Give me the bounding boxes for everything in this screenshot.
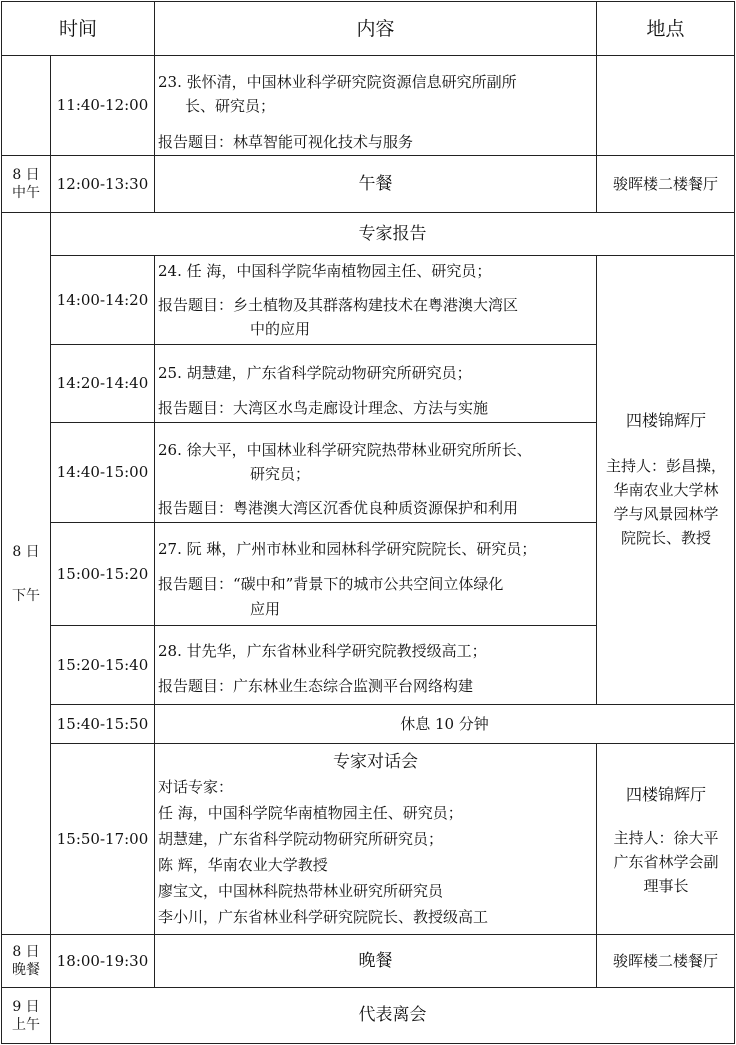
dialogue-host-2: 广东省林学会副 bbox=[613, 853, 719, 871]
r27-speaker: 27. 阮 琳，广州市林业和园林科学研究院院长、研究员； bbox=[158, 540, 537, 558]
time-lunch: 12:00-13:30 bbox=[56, 174, 149, 193]
day-lunch bbox=[2, 156, 50, 212]
dialogue-expert: 陈 辉，华南农业大学教授 bbox=[158, 856, 328, 874]
rule bbox=[50, 255, 735, 256]
day-dinner-a: 8 日 bbox=[12, 944, 40, 960]
dialogue-hall: 四楼锦辉厅 bbox=[625, 785, 706, 804]
day-dinner bbox=[2, 935, 50, 987]
r23-topic: 报告题目：林草智能可视化技术与服务 bbox=[158, 133, 414, 151]
r24-topic-cont: 中的应用 bbox=[250, 320, 311, 338]
depart-content: 代表离会 bbox=[358, 1005, 427, 1025]
rule bbox=[50, 55, 51, 1044]
dialogue-host-1: 主持人：徐大平 bbox=[613, 829, 719, 847]
day-afternoon-a: 8 日 bbox=[12, 543, 40, 560]
r24-speaker: 24. 任 海，中国科学院华南植物园主任、研究员； bbox=[158, 262, 492, 280]
r23-speaker: 23. 张怀清，中国林业科学研究院资源信息研究所副所 bbox=[158, 73, 517, 91]
dialogue-title: 专家对话会 bbox=[333, 751, 418, 772]
dialogue-intro: 对话专家： bbox=[158, 778, 234, 796]
day-afternoon bbox=[2, 213, 50, 934]
time-r23: 11:40-12:00 bbox=[56, 95, 149, 114]
r25-topic: 报告题目：大湾区水鸟走廊设计理念、方法与实施 bbox=[158, 399, 489, 417]
r23-speaker-cont: 长、研究员； bbox=[185, 97, 276, 115]
dinner-content: 晚餐 bbox=[358, 950, 393, 971]
rule bbox=[50, 344, 596, 345]
day-depart-a: 9 日 bbox=[12, 998, 40, 1015]
rule bbox=[50, 743, 735, 744]
session1-host-4: 院院长、教授 bbox=[620, 529, 711, 547]
rule bbox=[596, 255, 597, 705]
session1-host-3: 学与风景园林学 bbox=[613, 505, 719, 523]
session1-host-1: 主持人：彭昌操， bbox=[605, 457, 726, 475]
rule bbox=[50, 625, 596, 626]
rule bbox=[154, 255, 155, 935]
rule bbox=[1, 987, 735, 988]
rule bbox=[154, 1, 155, 213]
r28-topic: 报告题目：广东林业生态综合监测平台网络构建 bbox=[158, 677, 474, 695]
dialogue-expert: 廖宝文，中国林科院热带林业研究所研究员 bbox=[158, 882, 444, 900]
time-r26: 14:40-15:00 bbox=[56, 463, 149, 481]
rule bbox=[1, 155, 735, 156]
rule bbox=[596, 743, 597, 988]
header-venue: 地点 bbox=[646, 17, 685, 40]
r28-speaker: 28. 甘先华，广东省林业科学研究院教授级高工； bbox=[158, 642, 487, 660]
time-r28: 15:20-15:40 bbox=[56, 655, 149, 674]
dialogue-host-3: 理事长 bbox=[643, 877, 689, 895]
rule bbox=[596, 1, 597, 213]
day-afternoon-b: 下午 bbox=[12, 587, 40, 604]
time-break: 15:40-15:50 bbox=[56, 714, 149, 733]
time-r27: 15:00-15:20 bbox=[56, 564, 149, 583]
r24-topic: 报告题目：乡土植物及其群落构建技术在粤港澳大湾区 bbox=[158, 296, 519, 314]
rule bbox=[1, 1043, 735, 1044]
rule bbox=[50, 704, 735, 705]
time-dialogue: 15:50-17:00 bbox=[56, 829, 149, 848]
rule bbox=[734, 1, 735, 1044]
day-lunch-b: 中午 bbox=[12, 185, 40, 201]
rule bbox=[1, 55, 735, 56]
dinner-venue: 骏晖楼二楼餐厅 bbox=[612, 951, 718, 970]
dialogue-expert: 胡慧建，广东省科学院动物研究所研究员； bbox=[158, 830, 444, 848]
header-time: 时间 bbox=[58, 17, 97, 40]
rule bbox=[154, 934, 155, 988]
session1-host-2: 华南农业大学林 bbox=[613, 481, 719, 499]
time-r24: 14:00-14:20 bbox=[56, 290, 149, 309]
r26-speaker-cont: 研究员； bbox=[250, 465, 311, 483]
rule bbox=[1, 212, 735, 213]
header-content: 内容 bbox=[356, 17, 395, 40]
rule bbox=[1, 1, 735, 2]
r26-speaker: 26. 徐大平，中国林业科学研究院热带林业研究所所长、 bbox=[158, 441, 532, 459]
time-dinner: 18:00-19:30 bbox=[56, 951, 149, 970]
r27-topic: 报告题目：“碳中和”背景下的城市公共空间立体绿化 bbox=[158, 575, 504, 593]
r26-topic: 报告题目：粤港澳大湾区沉香优良种质资源保护和利用 bbox=[158, 499, 519, 517]
r27-topic-cont: 应用 bbox=[250, 600, 281, 618]
r25-speaker: 25. 胡慧建，广东省科学院动物研究所研究员； bbox=[158, 364, 472, 382]
lunch-venue: 骏晖楼二楼餐厅 bbox=[612, 174, 718, 193]
rule bbox=[50, 522, 596, 523]
day-depart-b: 上午 bbox=[12, 1016, 40, 1033]
expert-reports-heading: 专家报告 bbox=[358, 223, 427, 244]
rule bbox=[1, 934, 735, 935]
day-lunch-a: 8 日 bbox=[12, 167, 40, 183]
dialogue-expert: 李小川，广东省林业科学研究院院长、教授级高工 bbox=[158, 908, 489, 926]
break-content: 休息 10 分钟 bbox=[400, 714, 489, 733]
day-depart bbox=[2, 988, 50, 1043]
lunch-content: 午餐 bbox=[358, 173, 393, 194]
session1-hall: 四楼锦辉厅 bbox=[625, 411, 706, 430]
time-r25: 14:20-14:40 bbox=[56, 374, 149, 392]
day-dinner-b: 晚餐 bbox=[12, 962, 40, 978]
dialogue-expert: 任 海，中国科学院华南植物园主任、研究员； bbox=[158, 804, 463, 822]
rule bbox=[1, 1, 2, 1044]
rule bbox=[50, 422, 596, 423]
